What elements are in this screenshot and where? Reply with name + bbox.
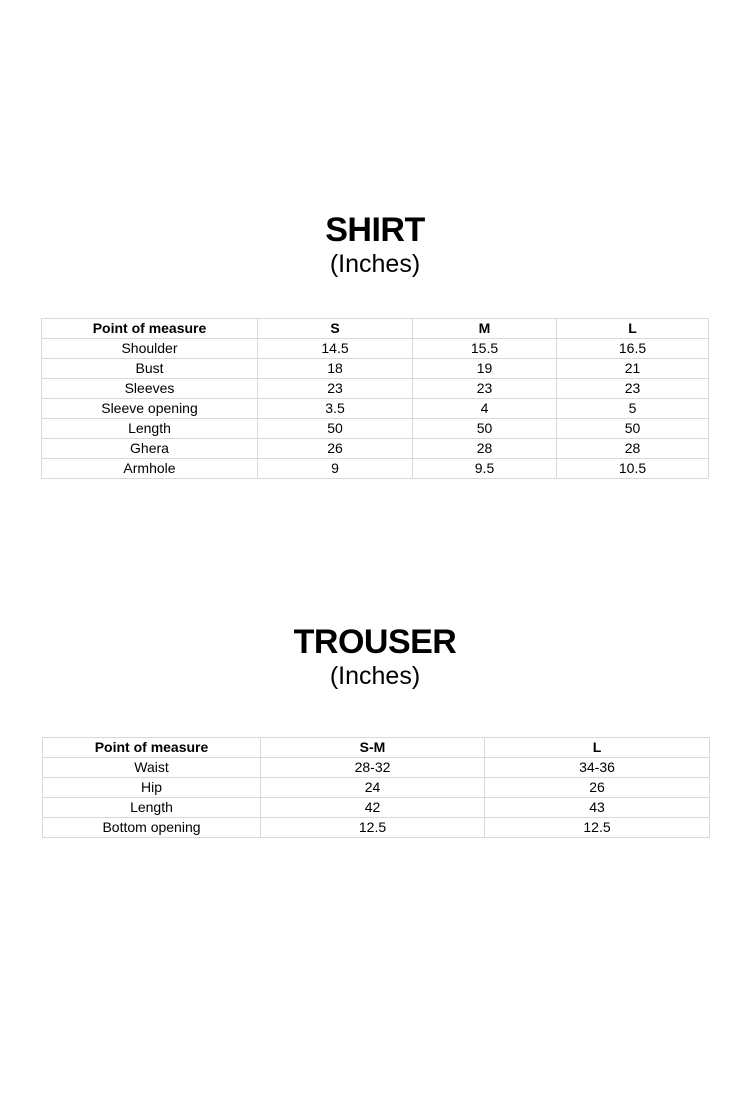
measure-label: Armhole [42,459,258,479]
measure-label: Sleeve opening [42,399,258,419]
table-cell: 23 [258,379,413,399]
trouser-unit-label: (Inches) [329,662,421,690]
column-header: S [258,319,413,339]
table-row [42,439,709,459]
measure-label: Ghera [42,439,258,459]
measure-label: Bust [42,359,258,379]
table-row [43,778,710,798]
table-row [42,359,709,379]
table-row [42,399,709,419]
table-cell: 4 [413,399,557,419]
column-header: L [557,319,709,339]
table-cell: 21 [557,359,709,379]
table-row [42,339,709,359]
measure-label: Hip [43,778,261,798]
table-cell: 42 [261,798,485,818]
table-row [42,459,709,479]
column-header: S-M [261,738,485,758]
table-cell: 9 [258,459,413,479]
table-row [42,379,709,399]
table-cell: 10.5 [557,459,709,479]
measure-label: Length [43,798,261,818]
table-cell: 26 [258,439,413,459]
measure-label: Bottom opening [43,818,261,838]
table-cell: 50 [413,419,557,439]
table-row [42,419,709,439]
table-cell: 14.5 [258,339,413,359]
shirt-section-title: SHIRT [325,211,425,249]
shirt-unit-label: (Inches) [329,250,421,278]
table-cell: 28-32 [261,758,485,778]
measure-label: Shoulder [42,339,258,359]
table-cell: 28 [413,439,557,459]
column-header: Point of measure [43,738,261,758]
table-header-row [42,319,709,339]
table-cell: 26 [485,778,710,798]
measure-label: Sleeves [42,379,258,399]
table-row [43,758,710,778]
column-header: L [485,738,710,758]
table-cell: 16.5 [557,339,709,359]
table-row [43,818,710,838]
measure-label: Waist [43,758,261,778]
table-cell: 50 [258,419,413,439]
column-header: M [413,319,557,339]
table-cell: 50 [557,419,709,439]
measure-label: Length [42,419,258,439]
table-cell: 9.5 [413,459,557,479]
column-header: Point of measure [42,319,258,339]
table-cell: 15.5 [413,339,557,359]
shirt-size-table [41,318,709,479]
table-cell: 34-36 [485,758,710,778]
trouser-size-table [42,737,710,838]
table-cell: 19 [413,359,557,379]
table-cell: 43 [485,798,710,818]
table-cell: 5 [557,399,709,419]
table-cell: 24 [261,778,485,798]
table-cell: 23 [557,379,709,399]
table-cell: 12.5 [261,818,485,838]
trouser-section-title: TROUSER [293,623,457,661]
table-cell: 23 [413,379,557,399]
table-cell: 28 [557,439,709,459]
table-cell: 12.5 [485,818,710,838]
table-header-row [43,738,710,758]
table-cell: 3.5 [258,399,413,419]
table-row [43,798,710,818]
table-cell: 18 [258,359,413,379]
